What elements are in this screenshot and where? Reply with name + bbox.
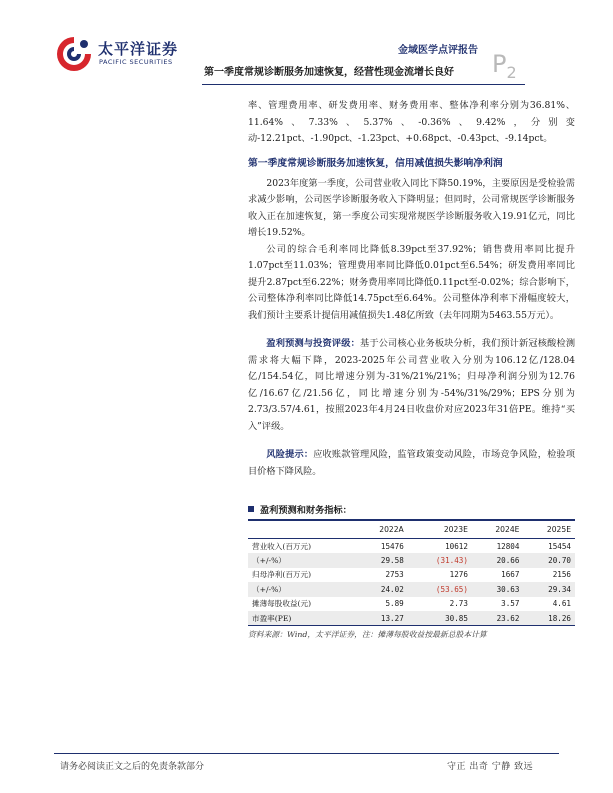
report-type: 金域医学点评报告 — [398, 45, 478, 56]
table-row — [248, 582, 575, 596]
table-cell: 24.02 — [356, 582, 408, 596]
q1-paragraph-margins: 公司的综合毛利率同比降低8.39pct至37.92%；销售费用率同比提升1.07pct至11.03%；管理费用率同比降低0.01pct至6.54%；研发费用率同比提升2.87pct至6.22%；财务费用率同比降低0.11pct至-0.02%；综合影响下，公司整体净利率同比降低14.75pct至6.64%。公司整体净利率下滑幅度较大，我们预计主要系计提信用减值损失1.48亿所致（去年同期为5463.55万元）。 — [248, 243, 575, 321]
table-row — [248, 553, 575, 567]
table-title: 盈利预测和财务指标： — [248, 502, 575, 521]
table-row — [248, 597, 575, 611]
row-label: 营业收入(百万元) — [252, 541, 312, 551]
row-label: （+/-%） — [248, 582, 356, 596]
table-cell: 29.58 — [356, 553, 408, 567]
table-cell: (53.65) — [408, 582, 472, 596]
risk-paragraph — [248, 447, 575, 480]
risk-text: 应收账款管理风险，监管政策变动风险，市场竞争风险，检验项目价格下降风险。 — [248, 449, 576, 477]
forecast-paragraph — [248, 336, 575, 435]
q1-paragraph-revenue: 2023年度第一季度，公司营业收入同比下降50.19%，主要原因是受检验需求减少影响，公司医学诊断服务收入下降明显；但同时，公司常规医学诊断服务收入正在加速恢复，第一季度公司实现常规医学诊断服务收入19.91亿元，同比增长19.52%。 — [248, 177, 575, 238]
table-cell: 2156 — [552, 570, 571, 580]
table-row — [248, 611, 575, 626]
square-bullet-icon — [248, 506, 254, 512]
table-cell: 1276 — [449, 570, 468, 580]
footer-motto: 守正 出奇 宁静 致远 — [447, 762, 534, 772]
page-number: $P_2$ — [492, 50, 517, 82]
table-header-cell: 2024E — [472, 521, 524, 539]
table-cell: 1667 — [501, 570, 520, 580]
table-row — [248, 539, 575, 554]
table-cell: 2753 — [385, 570, 404, 580]
table-cell: 3.57 — [501, 599, 520, 609]
row-label: 摊薄每股收益(元) — [252, 599, 312, 609]
footer-disclaimer: 请务必阅读正文之后的免责条款部分 — [60, 762, 205, 772]
table-cell: 18.26 — [523, 611, 575, 626]
table-cell: 30.63 — [472, 582, 524, 596]
logo-english-name: PACIFIC SECURITIES — [99, 58, 173, 66]
table-cell: 4.61 — [552, 599, 571, 609]
table-cell: 15454 — [548, 541, 571, 551]
forecast-label: 盈利预测与投资评级： — [266, 338, 360, 349]
table-row — [248, 568, 575, 582]
report-headline: 第一季度常规诊断服务加速恢复，经营性现金流增长良好 — [204, 67, 454, 78]
table-cell: 2.73 — [449, 599, 468, 609]
table-cell: 30.85 — [408, 611, 472, 626]
table-source-note: 资料来源：Wind，太平洋证券，注：摊薄每股收益按最新总股本计算 — [248, 630, 487, 640]
company-logo — [54, 34, 204, 78]
table-cell: 20.66 — [472, 553, 524, 567]
logo-chinese-name: 太平洋证券 — [98, 40, 179, 58]
table-header-cell: 2023E — [408, 521, 472, 539]
pacific-securities-logo-icon — [54, 34, 94, 74]
financial-forecast-table-block — [248, 502, 575, 640]
table-cell: 29.34 — [523, 582, 575, 596]
row-label: 归母净利(百万元) — [252, 570, 312, 580]
table-cell: 5.89 — [385, 599, 404, 609]
row-label: （+/-%） — [248, 553, 356, 567]
report-body — [248, 98, 575, 480]
forecast-text: 基于公司核心业务板块分析，我们预计新冠核酸检测需求将大幅下降，2023-2025年公司营业收入分别为106.12亿/128.04亿/154.54亿，同比增速分别为-31%/21%/21%；归母净利润分别为12.76亿/16.67亿/21.56亿，同比增速分别为-54%/31%/29%；EPS分别为2.73/3.57/4.61，按照2023年4月24日收盘价对应2023年31倍PE。维持“买入”评级。 — [248, 338, 576, 432]
table-cell: 12804 — [496, 541, 520, 551]
table-header-row — [248, 521, 575, 539]
row-label: 市盈率(PE) — [248, 611, 356, 626]
table-cell: 10612 — [445, 541, 468, 551]
table-header-cell: 2025E — [523, 521, 575, 539]
intro-paragraph: 率、管理费用率、研发费用率、财务费用率、整体净利率分别为36.81%、11.64%、7.33%、5.37%、-0.36%、9.42%，分别变动-12.21pct、-1.90pct、-1.23pct、+0.68pct、-0.43pct、-9.14pct。 — [248, 100, 575, 144]
table-cell: (31.43) — [408, 553, 472, 567]
table-cell: 20.70 — [523, 553, 575, 567]
financial-forecast-table — [248, 521, 575, 626]
table-header-cell — [248, 521, 356, 539]
header-divider — [202, 84, 525, 85]
table-cell: 23.62 — [472, 611, 524, 626]
section-title-q1: 第一季度常规诊断服务加速恢复，信用减值损失影响净利润 — [248, 157, 503, 169]
table-cell: 13.27 — [356, 611, 408, 626]
risk-label: 风险提示： — [266, 449, 314, 460]
table-header-cell: 2022A — [356, 521, 408, 539]
footer-divider — [54, 753, 559, 754]
table-cell: 15476 — [380, 541, 404, 551]
